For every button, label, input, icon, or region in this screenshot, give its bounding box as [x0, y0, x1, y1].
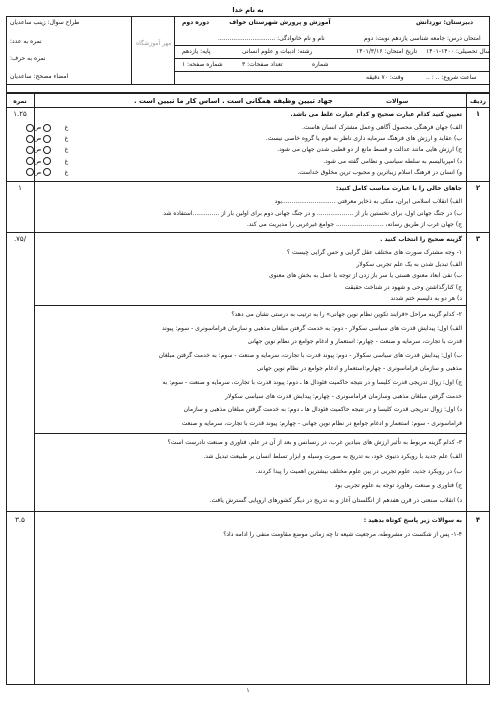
q3-sub2-option: مذهبی و سازمان فراماسونری - چهارم:استعمار و ادغام جوامع در نظام نوین جهانی: [256, 365, 462, 373]
q4-score: ۳.۵: [15, 516, 25, 524]
q2-number: ۲: [475, 184, 481, 192]
q1-option-row: غ ص: [24, 144, 72, 155]
false-radio[interactable]: [26, 124, 34, 132]
ministry-row: [182, 19, 331, 27]
q3-sub2-option: د) اول: زوال تدریجی قدرت کلیسا و در نتیجه حاکمیت فئودال ها ـ دوم: به خدمت گرفتن مبلغان مذهبی و سازمان: [183, 406, 462, 414]
true-radio[interactable]: [43, 124, 51, 132]
q1-option-row: غ ص: [24, 156, 72, 167]
exam-subject-row: [364, 35, 481, 43]
q1-answer-options: [24, 122, 72, 178]
designer-label: طراح سوال:: [47, 19, 80, 26]
grade-letters: نمره به حرف:: [10, 55, 46, 62]
q3-number: ۳: [475, 235, 481, 243]
q1-score: ۱.۲۵: [13, 110, 27, 118]
school-year: سال تحصیلی: ۱۴۰۰-۱۴۰۱: [426, 48, 491, 55]
field-label: رشته: ادبیات و علوم انسانی: [242, 48, 313, 55]
head-score: نمره: [13, 98, 27, 105]
q1-number: ۱: [475, 110, 481, 118]
q3-sub2-option: فراماسونری - سوم: استعمار و ادغام جوامع در نظام نوین جهانی - چهارم: پیوند قدرت با تجارت، سرمایه و صنعت: [181, 419, 462, 427]
examiner-label: امضاء مصحح:: [33, 73, 69, 80]
q3-sub2-stem: ۲- کدام گزینه مراحل «فرایند تکوین نظام نوین جهانی» را به ترتیب به درستی نشان می دهد؟: [231, 311, 462, 318]
footer-page-number: ۱: [246, 687, 250, 694]
level: دوره دوم: [182, 19, 210, 26]
school-name: نوردانش: [416, 19, 442, 26]
q3-sub1-option: د) هر دو به دلیسم ختم شدند: [390, 295, 462, 303]
q1-item: د) امپریالیسم به سلطه سیاسی و نظامی گفته می شود.: [323, 157, 462, 165]
q3-sub1-option: ب) نفی ابعاد معنوی هستی یا سر باز زدن از توجه یا عمل به بخش های معنوی: [268, 272, 462, 280]
pages-count: تعداد صفحات: ۳: [242, 61, 283, 68]
q1-items: [266, 122, 462, 178]
grade-digits: نمره به عدد:: [10, 38, 42, 45]
q2-title: جاهای خالی را با عبارت مناسب کامل کنید:: [335, 185, 462, 192]
q2-item: ج) جهان غرب از طریق رسانه، ......................... جوامع غیرغربی را مدیریت می کند.: [246, 221, 462, 229]
head-questions: سوالات: [386, 98, 409, 105]
q3-sub3-option: د) انقلاب صنعتی در قرن هفدهم از انگلستان آغاز و به تدریج در دیگر کشورهای اروپایی گسترش یافت.: [209, 496, 462, 504]
true-radio[interactable]: [43, 135, 51, 143]
q1-item: الف) جهان فرهنگی محصول آگاهی وعمل مشترک انسان هاست.: [301, 124, 462, 131]
q3-score: /۷۵.: [13, 235, 27, 243]
school-label: دبیرستان:: [443, 19, 474, 26]
school-stamp: مهر آموزشگاه: [136, 40, 172, 47]
examiner-row: [10, 73, 68, 81]
ministry: آموزش و پرورش شهرستان خواف: [229, 19, 331, 26]
q3-sub3-stem: ۳- کدام گزینه مربوط به تأثیر ارزش های بنیادین غرب، در رنسانس و بعد از آن در علم، فناوری و صنعت نادرست است؟: [167, 439, 462, 446]
q3-sub2-option: ج) اول: زوال تدریجی قدرت کلیسا و در نتیجه حاکمیت فئودال ها ـ دوم: پیوند قدرت با تجارت، سرمایه و صنعت - سوم: به: [162, 378, 462, 386]
exam-page: [6, 6, 490, 696]
q1-option-row: غ ص: [24, 122, 72, 133]
page-num: شماره صفحه: ۱: [182, 61, 223, 68]
q2-items: [163, 196, 462, 231]
q3-sub2: [159, 308, 462, 430]
q3-sub1-option: ج) کنارگذاشتن وحی و شهود در شناخت حقیقت: [344, 283, 462, 291]
q3-sub1-divider: [34, 305, 466, 306]
class-label: پایه: یازدهم: [182, 48, 211, 55]
q3-sub2-option: خدمت گرفتن مبلغان مذهبی وسازمان فراماسونری - چهارم: پیدایش قدرت های سیاسی سکولار: [225, 392, 462, 400]
q2-item: الف) انقلاب اسلامی ایران، متکی به ذخایر معرفتی ............................بود: [274, 198, 462, 205]
q2-divider: [6, 232, 490, 233]
q3-title: گزینه صحیح را انتخاب کنید .: [380, 236, 462, 243]
q3-sub3: [168, 436, 462, 508]
school-row: [416, 19, 473, 27]
header-row-line-2: [174, 58, 490, 59]
student-name-label: نام و نام خانوادگی:: [277, 35, 325, 42]
true-radio[interactable]: [43, 157, 51, 165]
q3-sub2-option: الف) اول: پیدایش قدرت های سیاسی سکولار - دوم: به خدمت گرفتن مبلغان مذهبی و سازمان فراماسونری - سوم: پیوند: [162, 324, 462, 332]
true-radio[interactable]: [43, 168, 51, 176]
q4-title: به سوالات زیر پاسخ کوتاه بدهید :: [363, 517, 462, 524]
q2-item: ب) در جنگ جهانی اول، برای نخستین بار از ................... و در جنگ جهانی دوم برای اولین بار از ..............استفاده شد: [163, 209, 462, 217]
q1-item: ب) عقاید و ارزش های فرهنگ سرمایه داری ناظر به قوم یا گروه خاصی نیست.: [265, 135, 462, 143]
q4-number: ۴: [475, 516, 481, 524]
exam-subject: جامعه شناسی یازدهم: [391, 35, 446, 42]
false-radio[interactable]: [26, 135, 34, 143]
student-name-field[interactable]: نام و نام خانوادگی: ..............................: [218, 35, 325, 42]
seat-label: شماره: [312, 61, 329, 68]
head-row: ردیف: [470, 98, 486, 105]
q2-score: ۱: [18, 184, 22, 192]
q3-sub1-stem: ۱- وجه مشترک صورت های مختلف عقل گرایی و حس گرایی چیست ؟: [286, 249, 462, 256]
examiner-name: ساعدیان: [10, 73, 32, 80]
false-radio[interactable]: [26, 168, 34, 176]
head-motto: جهاد تبیین وظیفه همگانی است . اساس کار ما تبیین است .: [134, 97, 333, 105]
header-row-line-3: [174, 71, 490, 72]
header-bottom-divider: [6, 84, 490, 85]
q1-title: تعیین کنید کدام عبارت صحیح و کدام عبارت غلط می باشد.: [290, 111, 462, 118]
exam-label: امتحان درس:: [447, 35, 481, 42]
designer-name: زینب ساعدیان: [10, 19, 46, 26]
q4-sub1: ۱-۴- پس از شکست در مشروطه، مرجعیت شیعه تا چه زمانی موضع مقاومت منفی را ادامه داد؟: [223, 531, 462, 538]
false-radio[interactable]: [26, 157, 34, 165]
q3-sub1: [269, 247, 462, 305]
q3-sub1-option: الف) تبدیل شدن به یک علم تجربی سکولار: [356, 260, 462, 268]
q3-sub2-option: قدرت با تجارت، سرمایه و صنعت - چهارم: استعمار و ادغام جوامع در نظام نوین جهانی: [247, 338, 462, 346]
designer-row: [10, 19, 79, 27]
top-title: به نام خدا: [232, 6, 264, 14]
q1-option-row: غ ص: [24, 167, 72, 178]
header-row-line-1: [174, 45, 490, 46]
true-radio[interactable]: [43, 146, 51, 154]
q3-sub3-option: الف) علم جدید با رویکرد دنیوی خود، به تدریج به صورت وسیله و ابزار تسلط انسان بر طبیعت تبدیل شد.: [203, 453, 462, 461]
q3-divider: [6, 511, 490, 512]
q1-divider: [6, 181, 490, 182]
q3-sub3-option: ج) فناوری و صنعت رهاورد توجه به علوم تجربی بود: [334, 482, 462, 490]
header-divider-left: [131, 16, 132, 84]
header-divider-stamp: [174, 16, 175, 84]
q1-item: ج) ارزش هایی مانند عدالت و قسط مانع از دو قطبی شدن جهان می شود.: [277, 146, 462, 154]
q1-item: و) انسان در فرهنگ اسلام زیباترین و محبوب ترین مخلوق خداست.: [297, 168, 462, 176]
exam-turn: نوبت: دوم: [364, 35, 390, 42]
q1-option-row: غ ص: [24, 133, 72, 144]
table-head-line: [6, 107, 490, 108]
q3-sub2-option: ب) اول: پیدایش قدرت های سیاسی سکولار - دوم: پیوند قدرت با تجارت، سرمایه و صنعت - سوم: به خدمت گرفتن مبلغان: [158, 351, 462, 359]
exam-date: تاریخ امتحان: ۱۴۰۱/۳/۱۶: [356, 48, 418, 55]
time-start: ساعت شروع: .. : ..: [426, 74, 477, 81]
q3-sub3-option: ب) در رویکرد جدید، علوم تجربی در بین علوم مختلف بیشترین اهمیت را پیدا کردند.: [255, 467, 462, 475]
false-radio[interactable]: [26, 146, 34, 154]
q3-sub2-divider: [34, 433, 466, 434]
duration: وقت: ۷۰ دقیقه: [366, 74, 404, 81]
